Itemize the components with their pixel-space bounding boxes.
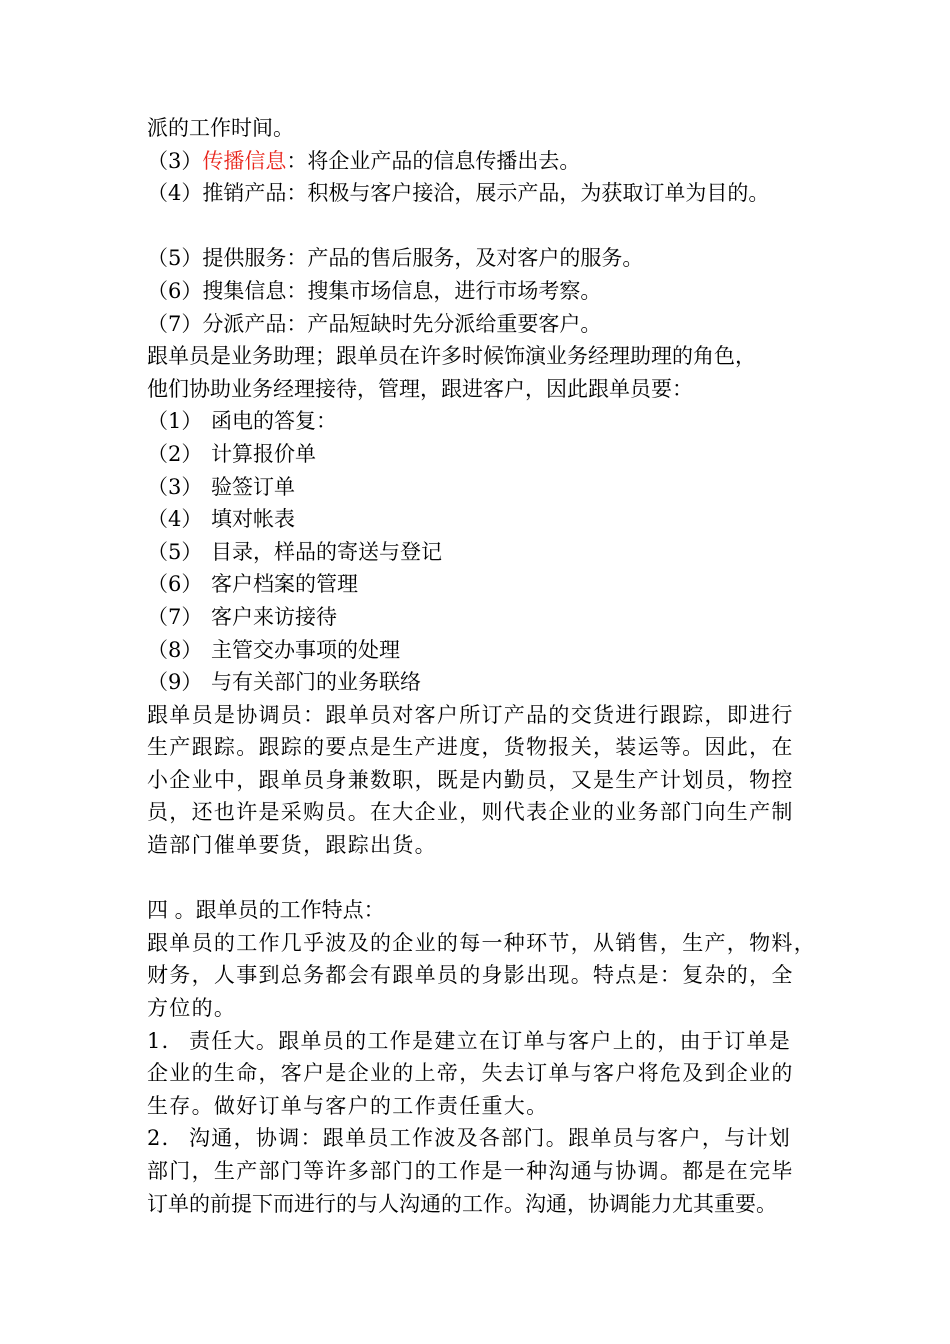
task-number: （5）: [147, 539, 203, 564]
task-number: （4）: [147, 507, 203, 532]
task-text: 与有关部门的业务联络: [211, 670, 421, 695]
task-item: [147, 471, 847, 504]
task-text: 主管交办事项的处理: [211, 637, 400, 662]
paragraph-line: 跟单员的工作几乎波及的企业的每一种环节，从销售，生产，物料，: [147, 930, 816, 955]
duty-item-4: （4）推销产品：积极与客户接洽，展示产品，为获取订单为目的。: [147, 181, 770, 206]
paragraph-line: 小企业中，跟单员身兼数职，既是内勤员，又是生产计划员，物控: [147, 767, 794, 792]
duty-item-description: ：将企业产品的信息传播出去。: [286, 148, 581, 173]
blank-line: [147, 862, 847, 895]
assistant-intro: 他们协助业务经理接待，管理，跟进客户，因此跟单员要：: [147, 376, 693, 401]
task-item: [147, 568, 847, 601]
duty-item-7: （7）分派产品：产品短缺时先分派给重要客户。: [147, 311, 602, 336]
task-number: （3）: [147, 474, 203, 499]
assistant-task-list: [147, 405, 847, 698]
task-number: （8）: [147, 637, 203, 662]
coordinator-paragraph: [147, 699, 847, 862]
highlighted-term: 传播信息: [202, 148, 287, 173]
paragraph-line: 财务，人事到总务都会有跟单员的身影出现。特点是：复杂的，全: [147, 963, 794, 988]
point-line: 生存。做好订单与客户的工作责任重大。: [147, 1093, 549, 1118]
document-page: [147, 112, 847, 1220]
point-text: 沟通，协调：跟单员工作波及各部门。跟单员与客户，与计划: [189, 1126, 792, 1151]
task-text: 客户档案的管理: [211, 572, 358, 597]
task-item: [147, 634, 847, 667]
task-text: 填对帐表: [211, 507, 295, 532]
task-item: [147, 438, 847, 471]
point-line: [147, 1025, 847, 1058]
task-item: [147, 536, 847, 569]
task-number: （7）: [147, 604, 203, 629]
task-text: 函电的答复：: [211, 409, 337, 434]
point-text: 责任大。跟单员的工作是建立在订单与客户上的，由于订单是: [189, 1028, 792, 1053]
point-line: 部门，生产部门等许多部门的工作是一种沟通与协调。都是在完毕: [147, 1159, 794, 1183]
task-number: （2）: [147, 441, 203, 466]
task-number: （9）: [147, 670, 203, 695]
task-text: 验签订单: [211, 474, 295, 499]
point-1: [147, 1025, 847, 1123]
task-text: 目录，样品的寄送与登记: [211, 539, 442, 564]
task-number: （1）: [147, 409, 203, 434]
point-line: 企业的生命，客户是企业的上帝，失去订单与客户将危及到企业的: [147, 1061, 794, 1086]
duty-item-3: [147, 145, 847, 178]
point-2: [147, 1122, 847, 1220]
task-text: 计算报价单: [211, 441, 316, 466]
paragraph-line: 造部门催单要货，跟踪出货。: [147, 833, 437, 858]
paragraph-line: 跟单员是协调员：跟单员对客户所订产品的交货进行跟踪，即进行: [147, 702, 794, 727]
point-number: 1．: [147, 1028, 184, 1053]
section-intro-paragraph: [147, 927, 847, 1025]
task-item: [147, 503, 847, 536]
blank-line: [147, 210, 847, 243]
duty-item-number: （3）: [147, 148, 203, 173]
task-number: （6）: [147, 572, 203, 597]
paragraph-line: 员，还也许是采购员。在大企业，则代表企业的业务部门向生产制: [147, 800, 794, 825]
section-heading: 四 。跟单员的工作特点：: [147, 898, 385, 923]
duty-item-5: （5）提供服务：产品的售后服务，及对客户的服务。: [147, 246, 644, 271]
task-item: [147, 666, 847, 699]
paragraph-line: 方位的。: [147, 996, 237, 1021]
point-line: 订单的前提下而进行的与人沟通的工作。沟通，协调能力尤其重要。: [147, 1191, 777, 1216]
text-line: 派的工作时间。: [147, 116, 294, 140]
assistant-intro: 跟单员是业务助理；跟单员在许多时候饰演业务经理助理的角色，: [147, 344, 756, 369]
duty-item-6: （6）搜集信息：搜集市场信息，进行市场考察。: [147, 278, 602, 303]
point-line: [147, 1122, 847, 1155]
point-number: 2．: [147, 1126, 184, 1151]
task-item: [147, 601, 847, 634]
paragraph-line: 生产跟踪。跟踪的要点是生产进度，货物报关，装运等。因此，在: [147, 735, 794, 760]
task-item: [147, 405, 847, 438]
task-text: 客户来访接待: [211, 604, 337, 629]
